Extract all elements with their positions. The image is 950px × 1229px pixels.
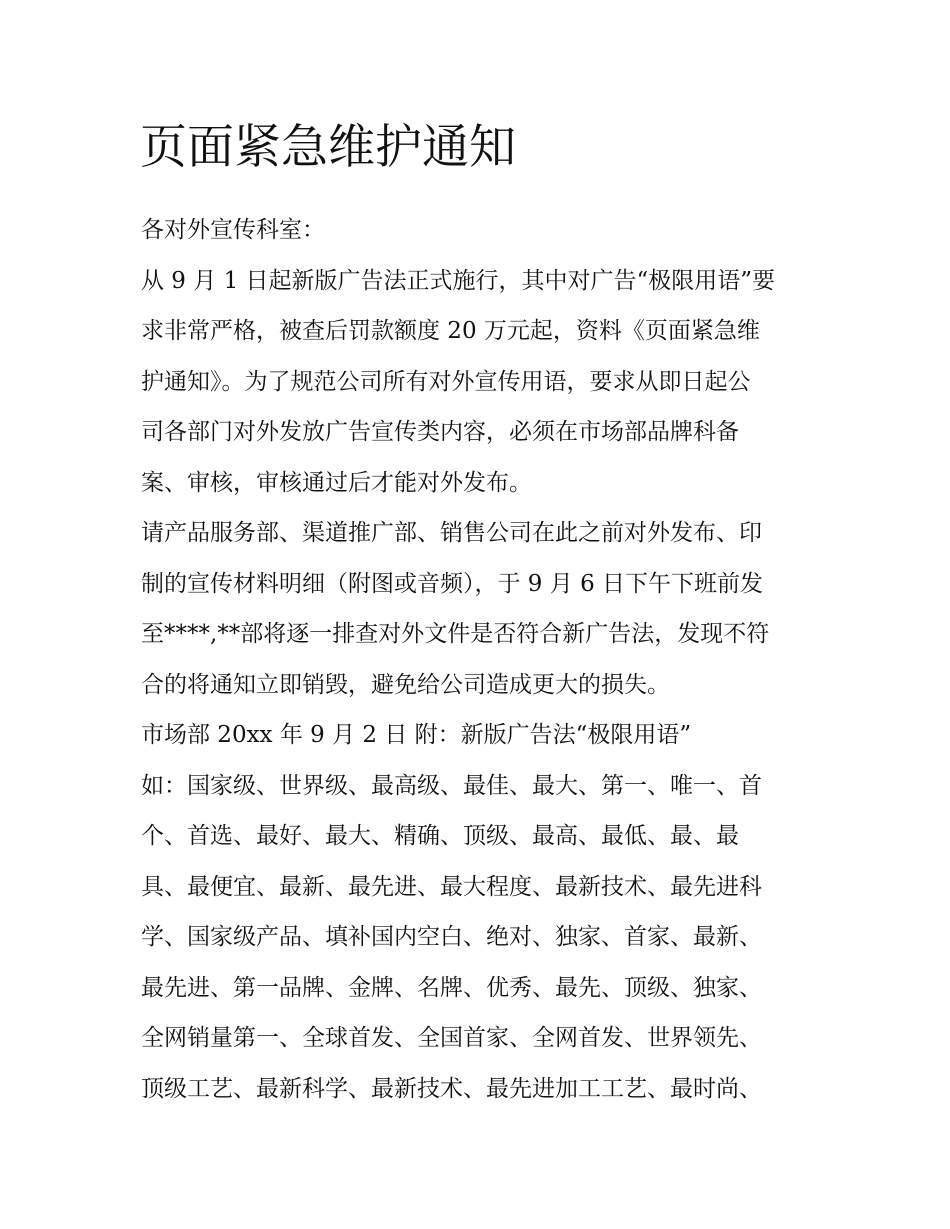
- document-title: 页面紧急维护通知: [140, 120, 516, 175]
- paragraph-notice: 从 9 月 1 日起新版广告法正式施行，其中对广告“极限用语”要 求非常严格，被查后罚款额度 20 万元起，资料《页面紧急维 护通知》。为了规范公司所有对外宣传用语，要求从即日起公 司各部门对外发放广告宣传类内容，必须在市场部品牌科备 案、审核，审核通过后才能对外发布。: [141, 267, 776, 496]
- paragraph-terms-list: 如：国家级、世界级、最高级、最佳、最大、第一、唯一、首 个、首选、最好、最大、精确、顶级、最高、最低、最、最 具、最便宜、最新、最先进、最大程度、最新技术、最先进科 学、国家级产品、填补国内空白、绝对、独家、首家、最新、 最先进、第一品牌、金牌、名牌、优秀、最先、顶级、独家、 全网销量第一、全球首发、全国首家、全网首发、世界领先、 顶级工艺、最新科学、最新技术、最先进加工工艺、最时尚、: [141, 772, 762, 1102]
- document-body: [141, 205, 816, 1114]
- salutation: 各对外宣传科室：: [141, 217, 325, 243]
- paragraph-request: 请产品服务部、渠道推广部、销售公司在此之前对外发布、印 制的宣传材料明细（附图或音频），于 9 月 6 日下午下班前发 至****,**部将逐一排查对外文件是否符合新广告法，发现不符 合的将通知立即销毁，避免给公司造成更大的损失。: [141, 520, 770, 698]
- paragraph-signature: 市场部 20xx 年 9 月 2 日 附：新版广告法“极限用语”: [141, 722, 692, 748]
